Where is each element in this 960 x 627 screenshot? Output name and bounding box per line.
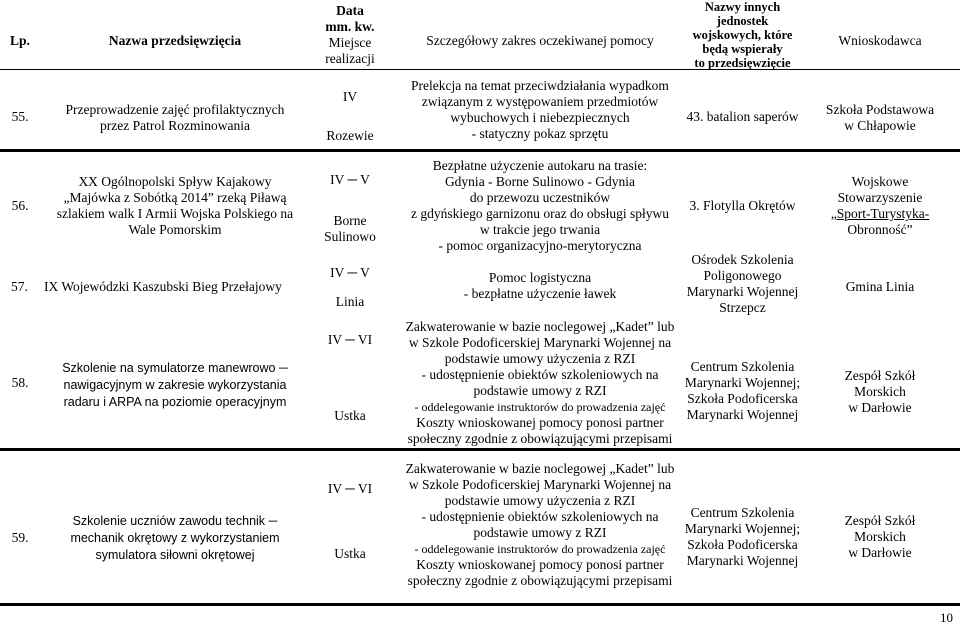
row-name-line: Przeprowadzenie zajęć profilaktycznych bbox=[65, 102, 285, 117]
row-lp: 56. bbox=[11, 198, 29, 213]
row-period: IV ─ V bbox=[330, 172, 370, 187]
row-place: Rozewie bbox=[326, 128, 374, 143]
row-period: IV bbox=[342, 89, 358, 104]
row-applicant-line: Stowarzyszenie bbox=[837, 190, 923, 205]
row-place-line: Borne bbox=[333, 213, 367, 228]
row-applicant-line: w Chłapowie bbox=[844, 118, 916, 133]
row-scope-line: związanym z występowaniem przedmiotów bbox=[421, 94, 659, 109]
row-58-rule bbox=[0, 448, 960, 451]
header-date-2: mm. kw. bbox=[325, 19, 375, 34]
row-scope-line: - oddelegowanie instruktorów do prowadzenia zajęć bbox=[414, 542, 666, 556]
row-applicant-line: Wojskowe bbox=[851, 174, 909, 189]
row-units-line: Szkoła Podoficerska bbox=[687, 391, 798, 406]
row-applicant: Gmina Linia bbox=[845, 279, 915, 294]
row-scope-line: podstawie umowy z RZI bbox=[473, 383, 607, 398]
row-applicant-line: Morskich bbox=[854, 384, 906, 399]
row-scope-line: Zakwaterowanie w bazie noclegowej „Kadet” lub bbox=[405, 319, 675, 334]
row-name-line: Wale Pomorskim bbox=[128, 222, 222, 237]
row-name-line: Szkolenie uczniów zawodu technik ─ bbox=[72, 514, 278, 528]
row-scope-line: podstawie umowy użyczenia z RZI bbox=[444, 351, 636, 366]
header-scope: Szczegółowy zakres oczekiwanej pomocy bbox=[426, 33, 654, 48]
row-units-line: Centrum Szkolenia bbox=[690, 359, 795, 374]
row-scope-line: Bezpłatne użyczenie autokaru na trasie: bbox=[432, 158, 648, 173]
row-scope-line: z gdyńskiego garnizonu oraz do obsługi spływu bbox=[411, 206, 669, 221]
row-units-line: Marynarki Wojennej; bbox=[684, 521, 801, 536]
row-applicant-line: w Darłowie bbox=[848, 400, 912, 415]
row-place: Ustka bbox=[334, 546, 366, 561]
row-scope-line: - udostępnienie obiektów szkoleniowych na bbox=[421, 509, 659, 524]
row-scope-line: - pomoc organizacyjno-merytoryczna bbox=[438, 238, 642, 253]
row-lp: 57. bbox=[11, 279, 28, 294]
row-scope-line: w Szkole Podoficerskiej Marynarki Wojennej na bbox=[408, 477, 672, 492]
row-units-line: Strzepcz bbox=[719, 300, 766, 315]
row-applicant-line: Zespół Szkół bbox=[844, 368, 916, 383]
row-scope-line: - statyczny pokaz sprzętu bbox=[471, 126, 609, 141]
header-lp: Lp. bbox=[10, 33, 30, 48]
row-name-line: XX Ogólnopolski Spływ Kajakowy bbox=[78, 174, 272, 189]
row-scope-line: Koszty wnioskowanej pomocy ponosi partner bbox=[416, 557, 664, 572]
row-applicant-line: „Sport-Turystyka- bbox=[830, 206, 930, 221]
row-scope-line: Pomoc logistyczna bbox=[488, 270, 592, 285]
row-name-line: radaru i ARPA na poziomie operacyjnym bbox=[63, 395, 287, 409]
row-scope-line: podstawie umowy użyczenia z RZI bbox=[444, 493, 636, 508]
row-name-line: symulatora siłowni okrętowej bbox=[95, 548, 255, 562]
row-units-line: Poligonowego bbox=[703, 268, 782, 283]
row-units-line: Marynarki Wojennej bbox=[686, 407, 799, 422]
header-date-4: realizacji bbox=[325, 51, 375, 66]
row-name-line: Szkolenie na symulatorze manewrowo ─ bbox=[62, 361, 288, 375]
row-scope-line: Prelekcja na temat przeciwdziałania wypadkom bbox=[411, 78, 669, 93]
row-name-line: nawigacyjnym w zakresie wykorzystania bbox=[63, 378, 287, 392]
row-scope-line: Koszty wnioskowanej pomocy ponosi partner bbox=[416, 415, 664, 430]
row-name: IX Wojewódzki Kaszubski Bieg Przełajowy bbox=[44, 279, 282, 294]
row-place: Linia bbox=[335, 294, 365, 309]
row-scope-line: społeczny zgodnie z obowiązującymi przepisami bbox=[407, 431, 673, 446]
row-units: 43. batalion saperów bbox=[686, 109, 799, 124]
row-scope-line: w trakcie jego trwania bbox=[479, 222, 601, 237]
row-units-line: Marynarki Wojennej; bbox=[684, 375, 801, 390]
row-place-line: Sulinowo bbox=[324, 229, 376, 244]
row-scope-line: do przewozu uczestników bbox=[469, 190, 611, 205]
row-scope-line: - oddelegowanie instruktorów do prowadzenia zajęć bbox=[414, 400, 666, 414]
row-units-line: Ośrodek Szkolenia bbox=[691, 252, 794, 267]
row-name-line: „Majówka z Sobótką 2014” rzeką Piławą bbox=[63, 190, 287, 205]
row-scope-line: w Szkole Podoficerskiej Marynarki Wojennej na bbox=[408, 335, 672, 350]
header-date-1: Data bbox=[336, 3, 364, 18]
row-applicant-line: w Darłowie bbox=[848, 545, 912, 560]
row-applicant-line: Zespół Szkół bbox=[844, 513, 916, 528]
row-scope-line: wybuchowych i niebezpiecznych bbox=[450, 110, 630, 125]
row-period: IV ─ VI bbox=[327, 332, 373, 347]
row-scope-line: podstawie umowy z RZI bbox=[473, 525, 607, 540]
header-rule bbox=[0, 69, 960, 70]
header-units-5: to przedsięwzięcie bbox=[694, 56, 791, 70]
row-applicant-line: Morskich bbox=[854, 529, 906, 544]
header-units-3: wojskowych, które bbox=[692, 28, 793, 42]
row-units-line: Szkoła Podoficerska bbox=[687, 537, 798, 552]
row-period: IV ─ VI bbox=[327, 481, 373, 496]
row-lp: 55. bbox=[11, 109, 29, 124]
row-scope-line: Gdynia - Borne Sulinowo - Gdynia bbox=[444, 174, 636, 189]
row-name-line: przez Patrol Rozminowania bbox=[100, 118, 250, 133]
row-place: Ustka bbox=[334, 408, 366, 423]
row-applicant-line: Obronność” bbox=[847, 222, 913, 237]
header-applicant: Wnioskodawca bbox=[838, 33, 922, 48]
header-units-1: Nazwy innych bbox=[704, 0, 781, 14]
header-units-4: będą wspierały bbox=[702, 42, 783, 56]
row-units-line: Marynarki Wojennej bbox=[686, 284, 799, 299]
row-units-line: Marynarki Wojennej bbox=[686, 553, 799, 568]
row-period: IV ─ V bbox=[330, 265, 370, 280]
header-date-3: Miejsce bbox=[328, 35, 372, 50]
row-name-line: szlakiem walk I Armii Wojska Polskiego na bbox=[56, 206, 294, 221]
row-name-line: mechanik okrętowy z wykorzystaniem bbox=[70, 531, 280, 545]
header-name: Nazwa przedsięwzięcia bbox=[108, 33, 242, 48]
row-scope-line: - udostępnienie obiektów szkoleniowych na bbox=[421, 367, 659, 382]
row-scope-line: - bezpłatne użyczenie ławek bbox=[463, 286, 617, 301]
row-units-line: Centrum Szkolenia bbox=[690, 505, 795, 520]
row-units: 3. Flotylla Okrętów bbox=[689, 198, 796, 213]
row-55-rule bbox=[0, 149, 960, 152]
row-lp: 59. bbox=[11, 530, 29, 545]
row-scope-line: społeczny zgodnie z obowiązującymi przepisami bbox=[407, 573, 673, 588]
row-applicant-line: Szkoła Podstawowa bbox=[825, 102, 935, 117]
page-number: 10 bbox=[940, 610, 953, 625]
row-scope-line: Zakwaterowanie w bazie noclegowej „Kadet” lub bbox=[405, 461, 675, 476]
row-lp: 58. bbox=[11, 375, 29, 390]
header-units-2: jednostek bbox=[716, 14, 769, 28]
bottom-rule bbox=[0, 603, 960, 606]
